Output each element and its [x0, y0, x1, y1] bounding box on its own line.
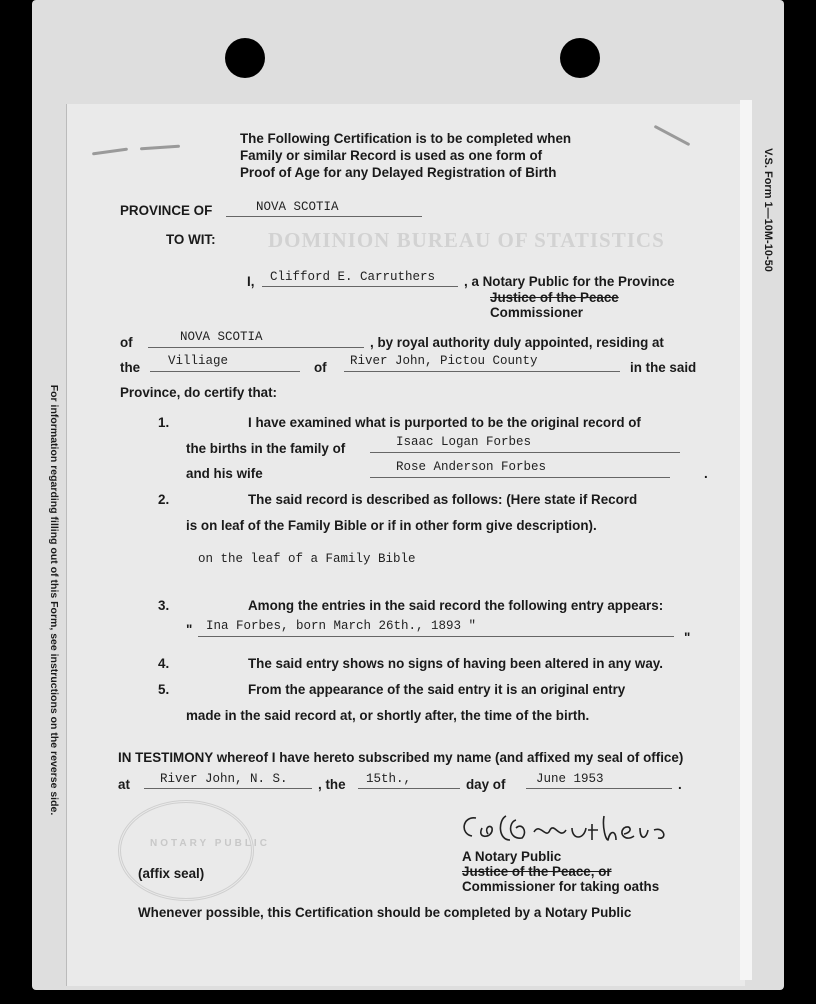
punch-hole-right — [560, 38, 600, 78]
bleed-through-heading: DOMINION BUREAU OF STATISTICS — [268, 228, 665, 252]
item-2-number: 2. — [158, 492, 170, 507]
affix-seal-label: (affix seal) — [138, 866, 205, 881]
footer-note: Whenever possible, this Certification should be completed by a Notary Public — [138, 905, 632, 920]
at-value: River John, N. S. — [160, 772, 288, 786]
province-value: NOVA SCOTIA — [256, 200, 339, 214]
sign-line-notary: A Notary Public — [462, 849, 562, 864]
item-2-text-1: The said record is described as follows: (Here state if Record — [248, 492, 638, 507]
item-3-number: 3. — [158, 598, 170, 613]
of-label-2: of — [314, 360, 327, 375]
embossed-seal — [118, 800, 254, 901]
province-certify-text: Province, do certify that: — [120, 385, 277, 400]
family-line — [370, 452, 680, 453]
commissioner-text: Commissioner — [490, 305, 584, 320]
to-wit-label: TO WIT: — [166, 232, 216, 247]
place-type-line — [150, 371, 300, 372]
name-line — [262, 286, 458, 287]
entry-close-quote: " — [684, 630, 691, 645]
place-value: River John, Pictou County — [350, 354, 538, 368]
item-4-text: The said entry shows no signs of having been altered in any way. — [248, 656, 663, 671]
day-value: 15th., — [366, 772, 412, 786]
day-of-label: day of — [466, 777, 506, 792]
item-5-text-1: From the appearance of the said entry it is an original entry — [248, 682, 626, 697]
province-label: PROVINCE OF — [120, 203, 213, 218]
date-period: . — [678, 777, 682, 792]
justice-text: Justice of the Peace — [490, 290, 619, 305]
item-1-text: I have examined what is purported to be the original record of — [248, 415, 641, 430]
page-edge — [740, 100, 752, 980]
signature-image — [454, 806, 694, 852]
of-line — [148, 347, 364, 348]
in-said-text: in the said — [630, 360, 697, 375]
wife-label: and his wife — [186, 466, 263, 481]
at-line — [144, 788, 312, 789]
place-line — [344, 371, 620, 372]
item-3-text: Among the entries in the said record the following entry appears: — [248, 598, 664, 613]
at-label: at — [118, 777, 130, 792]
entry-line — [198, 636, 674, 637]
item-2-text-2: is on leaf of the Family Bible or if in other form give description). — [186, 518, 597, 533]
side-instruction-label: For information regarding filling out of this Form, see instructions on the reverse side. — [48, 384, 60, 816]
province-line — [226, 216, 422, 217]
the-label-2: , the — [318, 777, 346, 792]
place-type-value: Villiage — [168, 354, 229, 368]
item-1-family-label: the births in the family of — [186, 441, 346, 456]
month-line — [526, 788, 672, 789]
sign-line-commissioner: Commissioner for taking oaths — [462, 879, 660, 894]
sign-line-justice: Justice of the Peace, or — [462, 864, 612, 879]
item-5-number: 5. — [158, 682, 170, 697]
form-header — [240, 130, 571, 181]
royal-text: , by royal authority duly appointed, residing at — [370, 335, 664, 350]
item-5-text-2: made in the said record at, or shortly after, the time of the birth. — [186, 708, 590, 723]
entry-value: Ina Forbes, born March 26th., 1893 " — [206, 619, 477, 633]
the-label: the — [120, 360, 141, 375]
seal-stamp-text: NOTARY PUBLIC — [150, 838, 270, 849]
of-label: of — [120, 335, 133, 350]
record-description: on the leaf of a Family Bible — [198, 552, 416, 566]
month-value: June 1953 — [536, 772, 604, 786]
family-value: Isaac Logan Forbes — [396, 435, 532, 449]
wife-period: . — [704, 466, 708, 481]
wife-line — [370, 477, 670, 478]
of-value: NOVA SCOTIA — [180, 330, 263, 344]
punch-hole-left — [225, 38, 265, 78]
header-line-3: Proof of Age for any Delayed Registration of Birth — [240, 165, 557, 180]
wife-value: Rose Anderson Forbes — [396, 460, 547, 474]
testimony-text: IN TESTIMONY whereof I have hereto subscribed my name (and affixed my seal of office) — [118, 750, 684, 765]
day-line — [358, 788, 460, 789]
i-label: I, — [247, 274, 255, 289]
entry-open-quote: " — [186, 622, 193, 637]
item-1-number: 1. — [158, 415, 170, 430]
header-line-1: The Following Certification is to be completed when — [240, 131, 572, 146]
notary-text: , a Notary Public for the Province — [464, 274, 675, 289]
item-4-number: 4. — [158, 656, 170, 671]
name-value: Clifford E. Carruthers — [270, 270, 436, 284]
header-line-2: Family or similar Record is used as one form of — [240, 148, 543, 163]
form-number-label: V.S. Form 1—10M-10-50 — [762, 148, 774, 272]
